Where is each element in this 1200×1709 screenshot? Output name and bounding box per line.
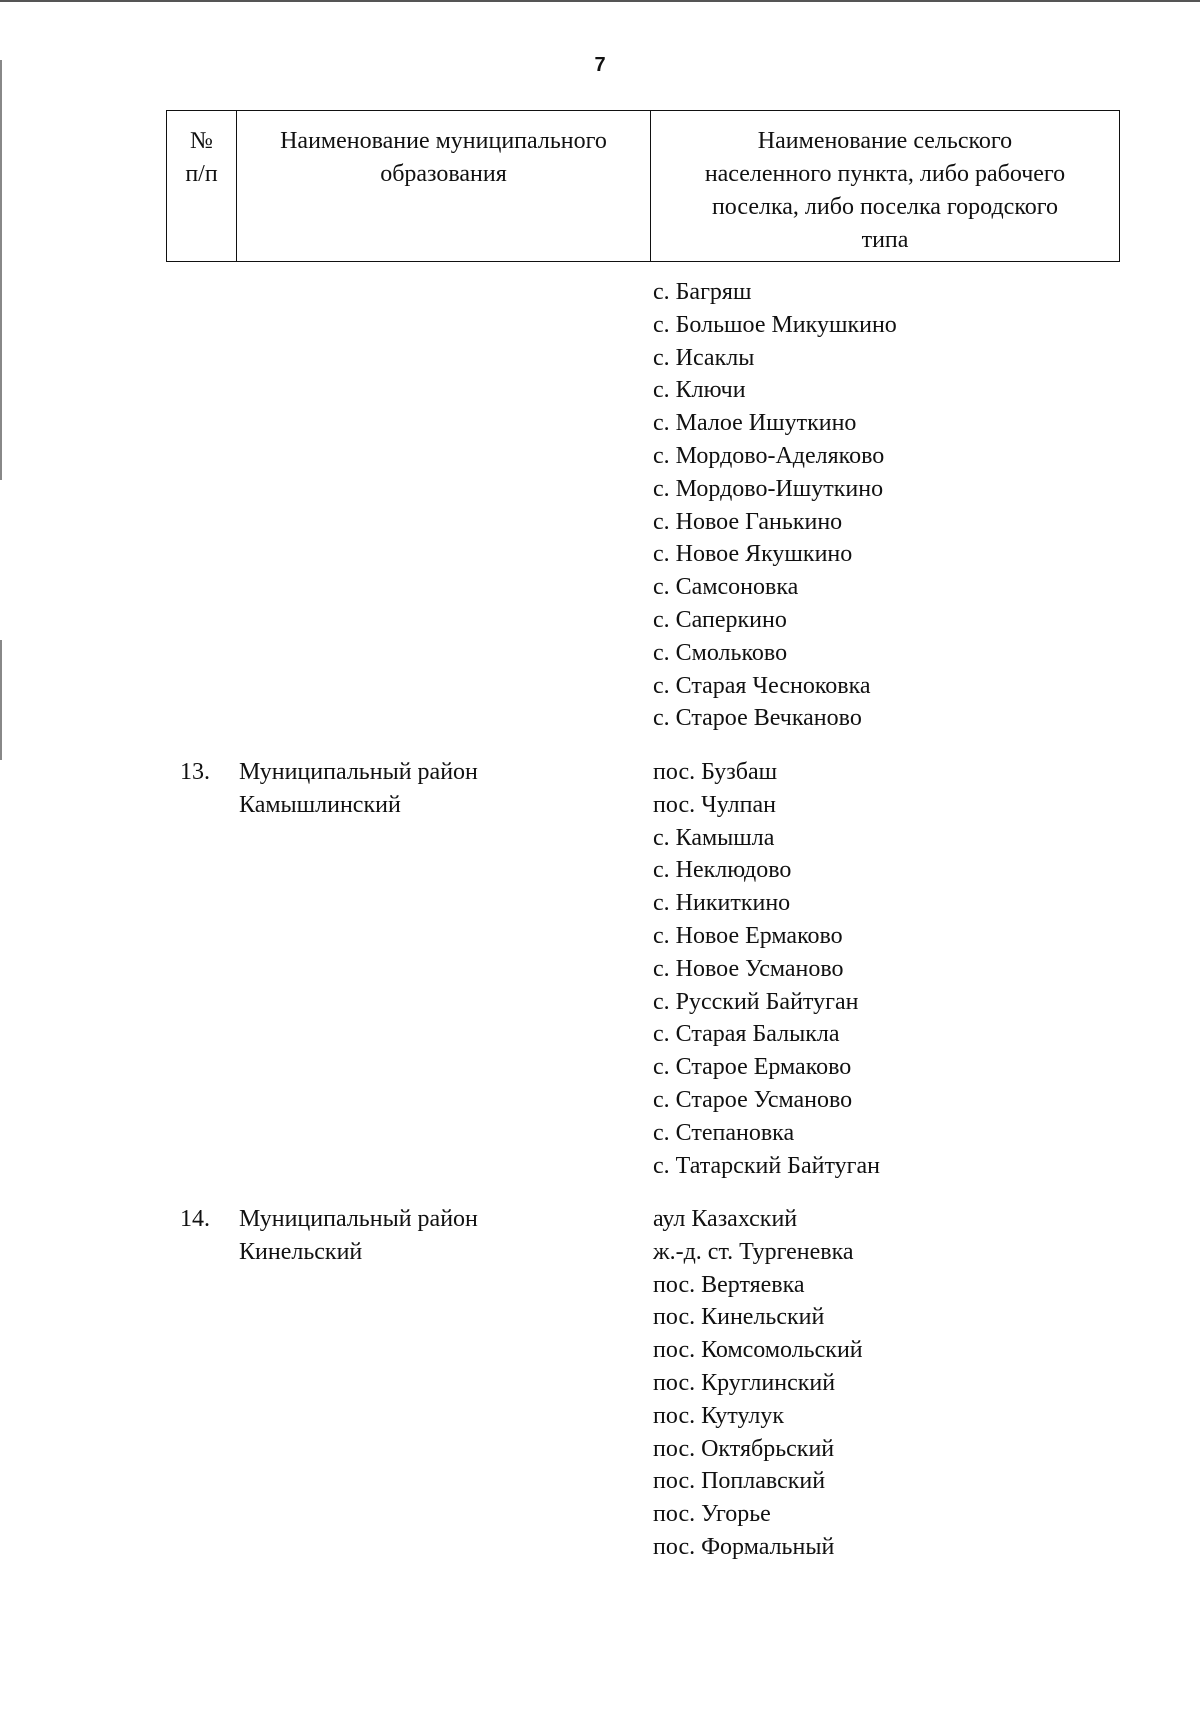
settlement-item: с. Ключи: [653, 377, 746, 404]
settlement-item: с. Смольково: [653, 639, 788, 666]
settlement-item: пос. Чулпан: [653, 791, 776, 818]
settlement-item: с. Саперкино: [653, 606, 787, 633]
header-municipality-line: образования: [380, 161, 507, 187]
settlement-item: ж.-д. ст. Тургеневка: [653, 1238, 854, 1265]
settlement-item: с. Старая Чесноковка: [653, 672, 871, 699]
header-municipality-column: [237, 111, 651, 261]
settlement-item: с. Старое Ермаково: [653, 1054, 852, 1081]
settlement-item: с. Русский Байтуган: [653, 988, 859, 1015]
settlement-item: пос. Октябрьский: [653, 1435, 835, 1462]
settlement-list: [653, 276, 1153, 735]
settlement-item: с. Новое Якушкино: [653, 541, 853, 568]
scan-left-margin-mark: [0, 60, 2, 480]
settlement-item: с. Камышла: [653, 824, 775, 851]
row-number: 14.: [180, 1206, 210, 1232]
settlement-item: пос. Кинельский: [653, 1304, 825, 1331]
scan-top-edge: [0, 0, 1200, 2]
settlement-item: с. Татарский Байтуган: [653, 1152, 880, 1179]
header-settlement-line: поселка, либо поселка городского: [711, 194, 1059, 220]
header-number-line: п/п: [185, 161, 218, 187]
scan-left-margin-mark-lower: [0, 640, 2, 760]
settlement-item: с. Мордово-Аделяково: [653, 442, 885, 469]
settlement-item: с. Новое Ермаково: [653, 922, 843, 949]
settlement-list: [653, 756, 1153, 1182]
settlement-item: с. Мордово-Ишуткино: [653, 475, 884, 502]
header-settlement-line: населенного пункта, либо рабочего: [704, 161, 1066, 187]
header-number-line: №: [190, 128, 213, 154]
settlement-item: пос. Угорье: [653, 1501, 771, 1528]
settlement-item: пос. Бузбаш: [653, 759, 778, 785]
settlement-item: с. Новое Ганькино: [653, 508, 843, 535]
settlement-item: пос. Формальный: [653, 1533, 835, 1560]
table-header: [166, 110, 1120, 262]
municipality-name-line: Муниципальный район: [239, 759, 478, 785]
settlement-list: [653, 1203, 1153, 1564]
settlement-item: пос. Кутулук: [653, 1402, 785, 1429]
settlement-item: пос. Поплавский: [653, 1468, 826, 1495]
header-settlement-column: [651, 111, 1119, 261]
settlement-item: с. Старое Вечканово: [653, 705, 862, 732]
settlement-item: пос. Круглинский: [653, 1369, 836, 1396]
municipality-name: [239, 1203, 619, 1269]
page-number: 7: [594, 54, 606, 76]
header-settlement-line: типа: [861, 227, 909, 253]
header-municipality-line: Наименование муниципального: [280, 128, 607, 154]
settlement-item: аул Казахский: [653, 1206, 798, 1232]
municipality-name-line: Кинельский: [239, 1239, 363, 1265]
municipality-name-line: Камышлинский: [239, 792, 401, 818]
municipality-name: [239, 756, 619, 822]
settlement-item: с. Старая Балыкла: [653, 1021, 840, 1048]
settlement-item: с. Новое Усманово: [653, 955, 844, 982]
settlement-item: с. Старое Усманово: [653, 1086, 853, 1113]
settlement-item: пос. Вертяевка: [653, 1271, 805, 1298]
header-number-column: [167, 111, 237, 261]
settlement-item: с. Исаклы: [653, 344, 755, 371]
settlement-item: с. Багряш: [653, 279, 752, 305]
header-settlement-line: Наименование сельского: [757, 128, 1013, 154]
settlement-item: пос. Комсомольский: [653, 1337, 863, 1364]
settlement-item: с. Малое Ишуткино: [653, 410, 857, 437]
settlement-item: с. Неклюдово: [653, 857, 792, 884]
settlement-item: с. Большое Микушкино: [653, 311, 897, 338]
municipality-name-line: Муниципальный район: [239, 1206, 478, 1232]
settlement-item: с. Самсоновка: [653, 574, 799, 601]
settlement-item: с. Никиткино: [653, 890, 791, 917]
row-number: 13.: [180, 759, 210, 785]
settlement-item: с. Степановка: [653, 1119, 795, 1146]
